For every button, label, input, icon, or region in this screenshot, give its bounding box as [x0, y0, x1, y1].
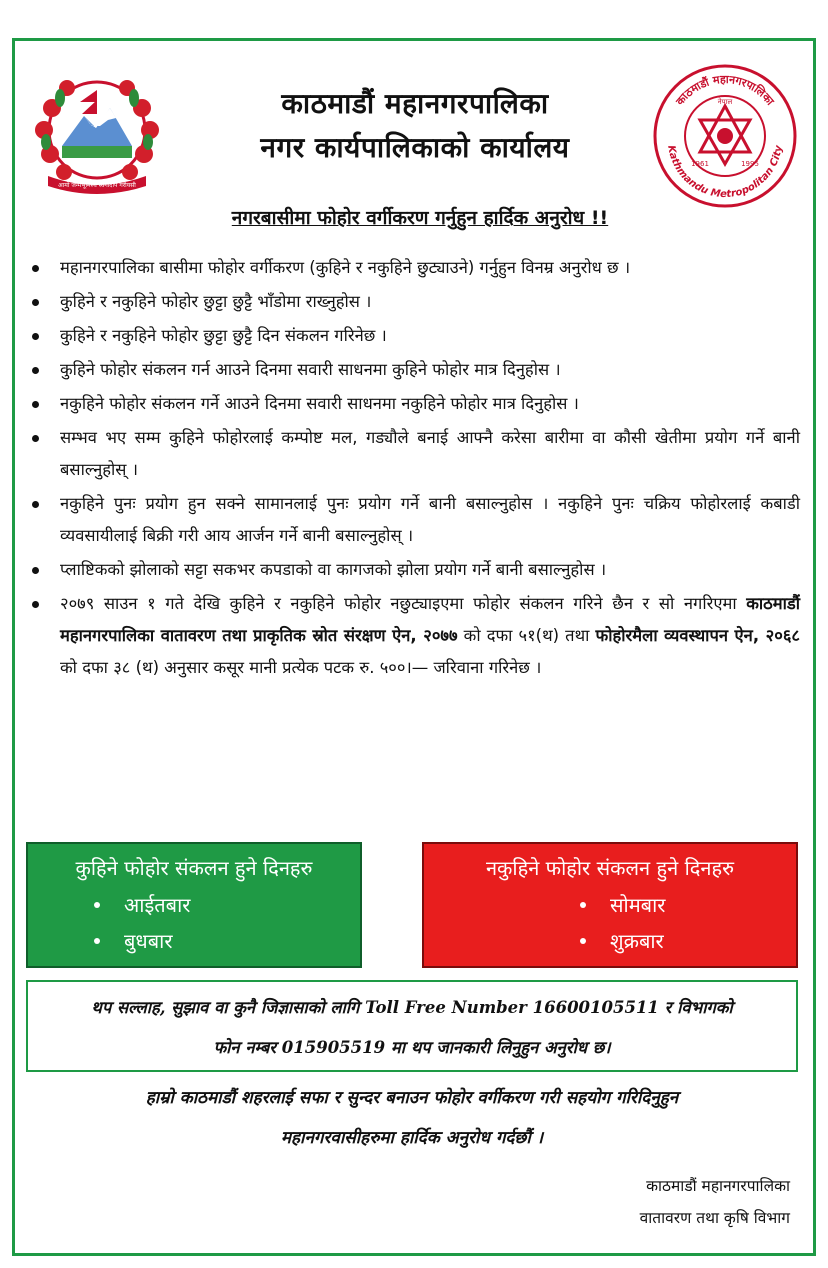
seal-nepal-label: नेपाल	[717, 98, 733, 106]
list-item	[424, 923, 796, 959]
list-item	[424, 887, 796, 923]
signature-line-1: काठमाडौं महानगरपालिका	[646, 1177, 790, 1195]
bullet-icon	[32, 435, 39, 442]
bullet-icon	[32, 501, 39, 508]
bullet-icon	[94, 938, 100, 944]
rule-text: कुहिने फोहोर संकलन गर्न आउने दिनमा सवारी साधनमा कुहिने फोहोर मात्र दिनुहोस ।	[60, 360, 561, 379]
act-name-waste: फोहोरमैला व्यवस्थापन ऐन, २०६८	[595, 626, 801, 645]
title-line-2: नगर कार्यपालिकाको कार्यालय	[260, 131, 570, 164]
title-line-1: काठमाडौं महानगरपालिका	[281, 87, 549, 120]
rule-text: प्लाष्टिकको झोलाको सट्टा सकभर कपडाको वा कागजको झोला प्रयोग गर्ने बानी बसाल्नुहोस ।	[60, 560, 607, 579]
organic-schedule-title: कुहिने फोहोर संकलन हुने दिनहरु	[75, 856, 313, 880]
bullet-icon	[32, 299, 39, 306]
bullet-icon	[32, 401, 39, 408]
organic-day: बुधबार	[124, 929, 173, 953]
list-item	[30, 252, 800, 284]
seal-year-left: 1961	[691, 160, 709, 168]
appeal-line-1: हाम्रो काठमाडौं शहरलाई सफा र सुन्दर बनाउन फोहोर वर्गीकरण गरी सहयोग गरिदिनुहुन	[145, 1088, 679, 1108]
penalty-text-3: को दफा ३८ (थ) अनुसार कसूर मानी प्रत्येक पटक रु. ५००।— जरिवाना गरिनेछ ।	[60, 658, 542, 677]
bullet-icon	[580, 938, 586, 944]
notice-subtitle: नगरबासीमा फोहोर वर्गीकरण गर्नुहुन हार्दिक अनुरोध !!	[231, 207, 609, 229]
penalty-text-2: को दफा ५१(थ) तथा	[457, 626, 596, 645]
list-item	[30, 354, 800, 386]
list-item	[30, 286, 800, 318]
emblem-banner-text: आमो जन्मभूमिस्च स्वर्गादपि गरीयसी	[58, 182, 136, 189]
page-title	[180, 82, 650, 170]
list-item	[30, 388, 800, 420]
penalty-text-1: २०७९ साउन १ गते देखि कुहिने र नकुहिने फोहोर नछुट्याइएमा फोहोर संकलन गरिने छैन र सो नगरिएमा	[60, 594, 747, 613]
list-item-penalty	[30, 588, 800, 684]
nepal-emblem-logo	[22, 68, 172, 198]
seal-bottom-text: Kathmandu Metropolitan City	[665, 144, 785, 201]
organic-days-list	[28, 887, 360, 959]
organic-schedule-box	[26, 842, 362, 968]
seal-top-text: काठमाडौं महानगरपालिका	[673, 72, 777, 108]
rule-text: नकुहिने पुनः प्रयोग हुन सक्ने सामानलाई पुनः प्रयोग गर्ने बानी बसाल्नुहोस । नकुहिने पुनः चक्रिय फोहोरलाई कबाडी व्यवसायीलाई बिक्री गरी आय आर्जन गर्ने बानी बसाल्नुहोस् ।	[60, 494, 800, 545]
rule-text: सम्भव भए सम्म कुहिने फोहोरलाई कम्पोष्ट मल, गड्यौले बनाई आफ्नै करेसा बारीमा वा कौसी खेतीमा प्रयोग गर्ने बानी बसाल्नुहोस् ।	[60, 428, 800, 479]
appeal-line-2: महानगरवासीहरुमा हार्दिक अनुरोध गर्दछौं ।	[280, 1128, 544, 1148]
rule-text: नकुहिने फोहोर संकलन गर्ने आउने दिनमा सवारी साधनमा नकुहिने फोहोर मात्र दिनुहोस ।	[60, 394, 579, 413]
bullet-icon	[580, 902, 586, 908]
contact-line-2: फोन नम्बर 015905519 मा थप जानकारी लिनुहुन अनुरोध छ।	[213, 1038, 611, 1057]
list-item	[30, 320, 800, 352]
inorganic-day: सोमबार	[610, 893, 666, 917]
bullet-icon	[32, 333, 39, 340]
list-item	[28, 923, 360, 959]
list-item	[30, 554, 800, 586]
inorganic-day: शुक्रबार	[610, 929, 664, 953]
appeal-text	[26, 1078, 798, 1158]
bullet-icon	[94, 902, 100, 908]
inorganic-days-list	[424, 887, 796, 959]
bullet-icon	[32, 265, 39, 272]
list-item	[30, 422, 800, 486]
inorganic-schedule-title: नकुहिने फोहोर संकलन हुने दिनहरु	[485, 856, 735, 880]
bullet-icon	[32, 367, 39, 374]
contact-info-box	[26, 980, 798, 1072]
kmc-seal-logo	[650, 62, 800, 210]
rules-list	[30, 252, 800, 686]
act-name-environment: काठमाडौं महानगरपालिका वातावरण तथा प्राकृतिक स्रोत संरक्षण ऐन, २०७७	[60, 594, 800, 645]
bullet-icon	[32, 601, 39, 608]
inorganic-schedule-box	[422, 842, 798, 968]
signature-line-2: वातावरण तथा कृषि विभाग	[639, 1209, 790, 1227]
rule-text: महानगरपालिका बासीमा फोहोर वर्गीकरण (कुहिने र नकुहिने छुट्याउने) गर्नुहुन विनम्र अनुरोध छ ।	[60, 258, 631, 277]
seal-year-right: 1995	[741, 160, 759, 168]
list-item	[30, 488, 800, 552]
signature-block	[560, 1170, 790, 1234]
contact-line-1: थप सल्लाह, सुझाव वा कुनै जिज्ञासाको लागि Toll Free Number 16600105511 र विभागको	[91, 998, 733, 1017]
rule-text: कुहिने र नकुहिने फोहोर छुट्टा छुट्टै दिन संकलन गरिनेछ ।	[60, 326, 387, 345]
list-item	[28, 887, 360, 923]
bullet-icon	[32, 567, 39, 574]
organic-day: आईतबार	[124, 893, 191, 917]
rule-text: कुहिने र नकुहिने फोहोर छुट्टा छुट्टै भाँडोमा राख्नुहोस ।	[60, 292, 372, 311]
